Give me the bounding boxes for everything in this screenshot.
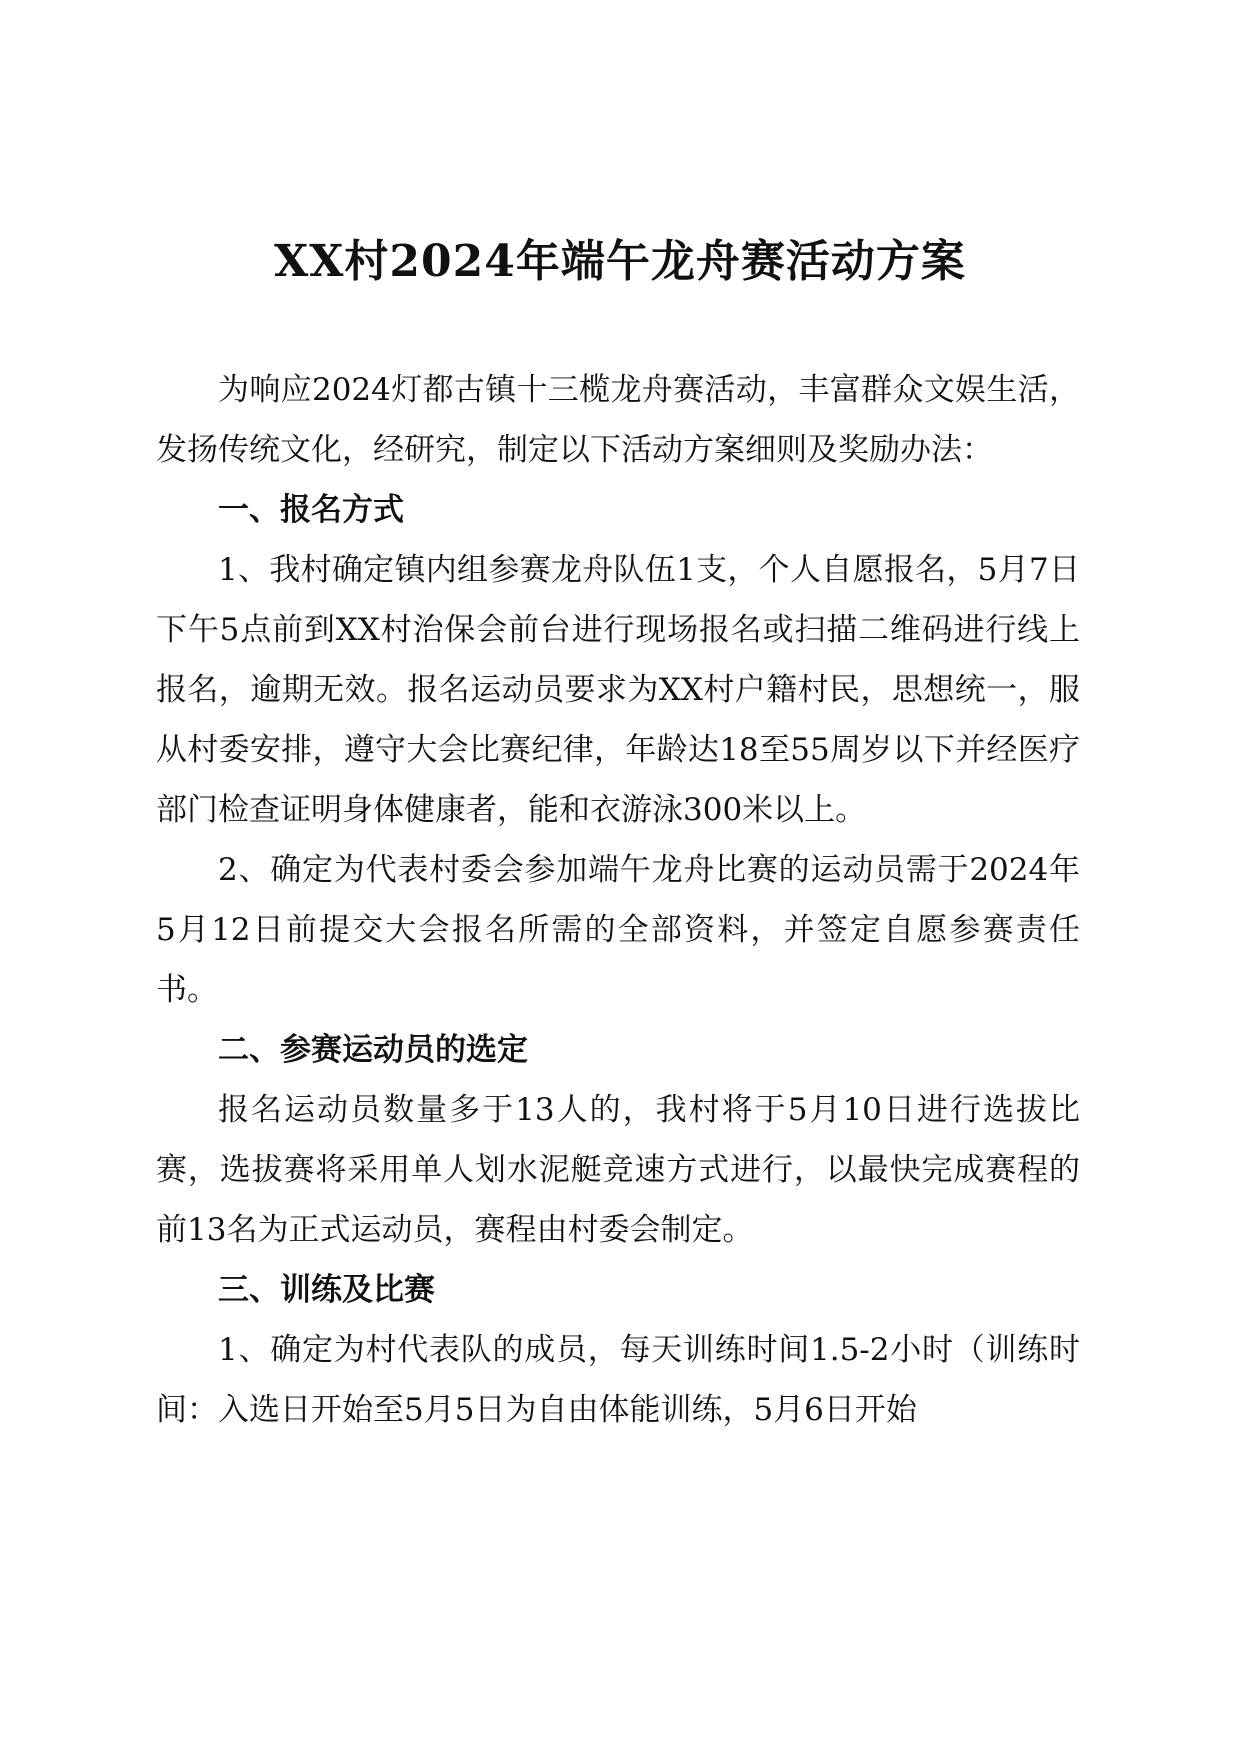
- document-body: [156, 360, 1080, 1440]
- training-paragraph-1: 1、确定为村代表队的成员，每天训练时间1.5-2小时（训练时间：入选日开始至5月5日为自由体能训练，5月6日开始: [156, 1332, 1080, 1428]
- section-heading-selection: 二、参赛运动员的选定: [218, 1032, 528, 1068]
- intro-paragraph: 为响应2024灯都古镇十三榄龙舟赛活动，丰富群众文娱生活，发扬传统文化，经研究，制定以下活动方案细则及奖励办法：: [156, 372, 1080, 468]
- registration-paragraph-2: 2、确定为代表村委会参加端午龙舟比赛的运动员需于2024年5月12日前提交大会报名所需的全部资料，并签定自愿参赛责任书。: [156, 852, 1080, 1008]
- registration-paragraph-1: 1、我村确定镇内组参赛龙舟队伍1支，个人自愿报名，5月7日下午5点前到XX村治保会前台进行现场报名或扫描二维码进行线上报名，逾期无效。报名运动员要求为XX村户籍村民，思想统一，服从村委安排，遵守大会比赛纪律，年龄达18至55周岁以下并经医疗部门检查证明身体健康者，能和衣游泳300米以上。: [156, 552, 1080, 828]
- document-title: XX村2024年端午龙舟赛活动方案: [274, 236, 966, 287]
- section-heading-training: 三、训练及比赛: [218, 1272, 435, 1308]
- section-heading-registration: 一、报名方式: [218, 492, 404, 528]
- selection-paragraph: 报名运动员数量多于13人的，我村将于5月10日进行选拔比赛，选拔赛将采用单人划水泥艇竞速方式进行，以最快完成赛程的前13名为正式运动员，赛程由村委会制定。: [156, 1092, 1080, 1248]
